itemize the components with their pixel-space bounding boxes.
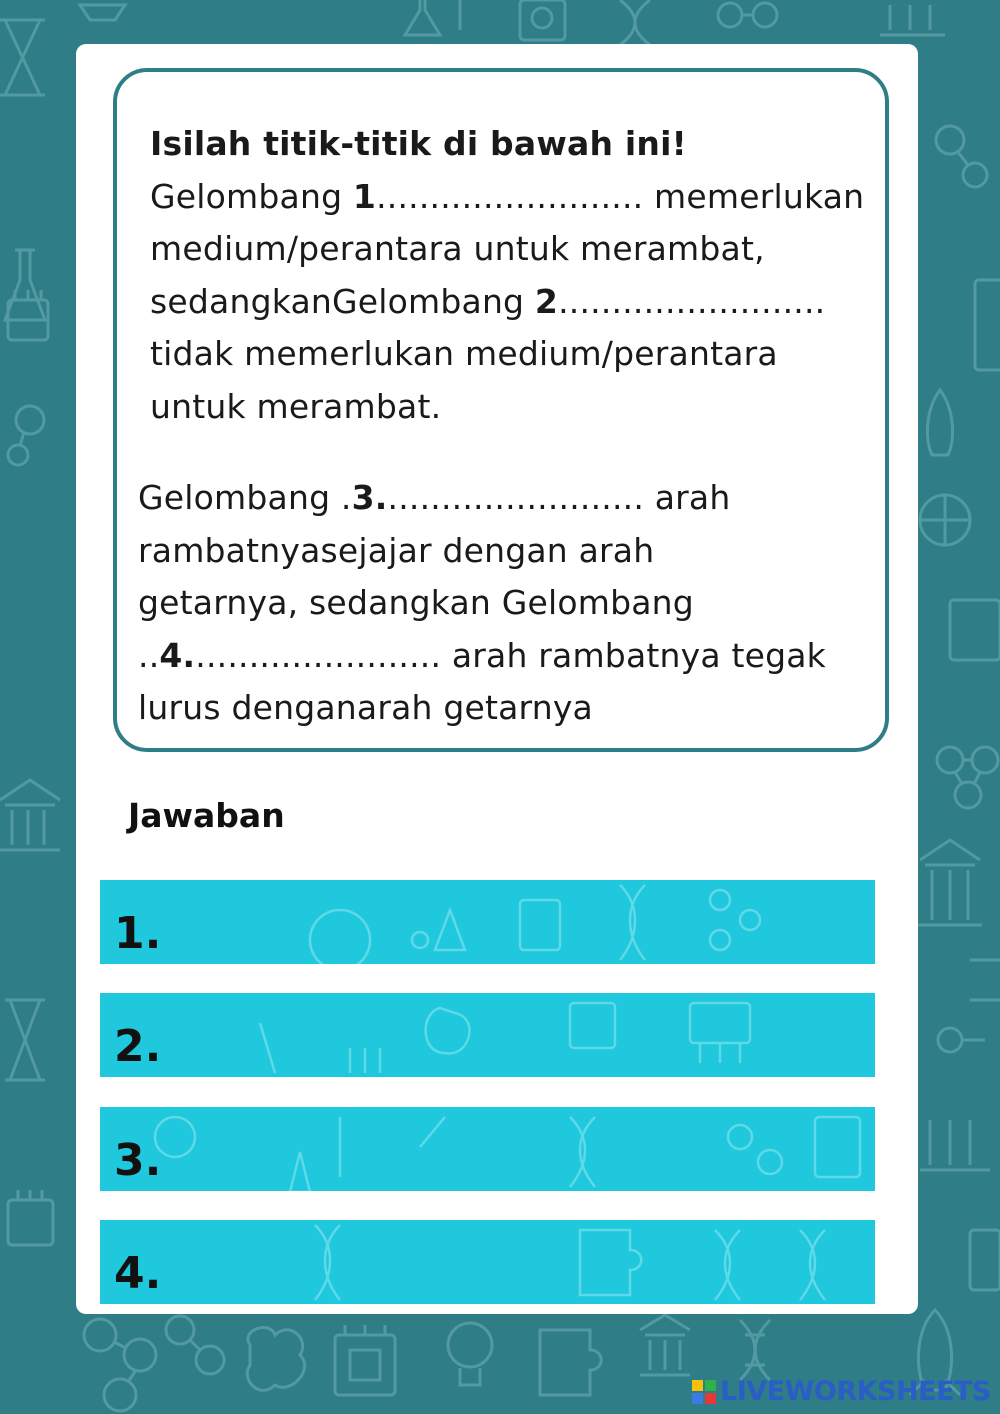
instruction-title: Isilah titik-titik di bawah ini! <box>150 124 687 163</box>
bulb-icon <box>448 1323 492 1385</box>
blank-3-number: 3. <box>351 478 388 517</box>
answer-heading: Jawaban <box>128 796 285 835</box>
flask-icon <box>405 0 460 35</box>
building-icon <box>0 780 60 850</box>
molecule-icon <box>938 1028 985 1052</box>
building-icon <box>920 1120 990 1170</box>
paragraph2-line4: ..4........................ arah rambatnya tegak <box>138 635 826 675</box>
molecule-icon <box>84 1319 156 1411</box>
answer-number: 1. <box>114 908 162 959</box>
bowl-icon <box>80 5 125 20</box>
paragraph2-line3: getarnya, sedangkan Gelombang <box>138 583 694 622</box>
worksheet-card <box>76 44 918 1314</box>
answer-input-1[interactable] <box>180 888 865 956</box>
building-icon <box>640 1315 690 1375</box>
chip-icon <box>970 1230 1000 1290</box>
paragraph1-line4: tidak memerlukan medium/perantara <box>150 334 778 373</box>
puzzle-icon <box>540 1330 601 1395</box>
answer-row-3 <box>100 1107 875 1191</box>
microscope-icon <box>520 0 565 40</box>
question-paragraph-1 <box>150 118 864 433</box>
molecule-icon <box>8 406 44 465</box>
building-icon <box>880 5 945 35</box>
question-box <box>113 68 889 752</box>
paragraph1-line5: untuk merambat. <box>150 386 442 426</box>
blank-2-number: 2 <box>534 281 559 321</box>
chip-icon <box>335 1325 395 1395</box>
answer-row-4 <box>100 1220 875 1304</box>
brand-name: LIVEWORKSHEETS <box>720 1376 991 1407</box>
brain-icon <box>247 1328 304 1391</box>
dna-icon <box>620 0 650 45</box>
answer-number: 2. <box>114 1021 162 1072</box>
paragraph2-line1: Gelombang .3......................... arah <box>138 478 731 517</box>
liveworksheets-logo[interactable] <box>692 1376 991 1407</box>
molecule-icon <box>718 3 777 27</box>
liveworksheets-logo-icon <box>692 1380 716 1404</box>
molecule-icon <box>937 747 998 808</box>
paragraph1-line2: medium/perantara untuk merambat, <box>150 229 765 268</box>
hourglass-icon <box>970 960 1000 1000</box>
answer-input-3[interactable] <box>180 1115 865 1183</box>
blank-4-number: 4. <box>159 635 196 675</box>
chip-icon <box>8 1190 53 1245</box>
answer-input-4[interactable] <box>180 1228 865 1296</box>
building-icon <box>918 840 982 925</box>
answer-row-2 <box>100 993 875 1077</box>
paragraph1-line3: sedangkanGelombang 2......................... <box>150 281 826 321</box>
puzzle-icon <box>920 495 970 545</box>
paragraph1-line1: Gelombang 1......................... memerlukan <box>150 176 865 216</box>
rocket-icon <box>927 390 952 455</box>
dna-icon <box>740 1320 770 1380</box>
paragraph2-line5: lurus denganarah getarnya <box>138 688 593 727</box>
answer-number: 4. <box>114 1248 162 1299</box>
blank-1-number: 1 <box>352 176 377 216</box>
molecule-icon <box>166 1316 224 1374</box>
hourglass-icon <box>5 1000 45 1080</box>
flask-icon <box>5 250 45 320</box>
hourglass-icon <box>0 20 45 95</box>
answer-number: 3. <box>114 1135 162 1186</box>
answer-input-2[interactable] <box>180 1001 865 1069</box>
molecule-icon <box>936 126 987 187</box>
chip-icon <box>975 280 1000 370</box>
question-paragraph-2 <box>138 472 826 735</box>
chip-icon <box>950 600 1000 660</box>
answer-row-1 <box>100 880 875 964</box>
paragraph2-line2: rambatnyasejajar dengan arah <box>138 530 655 570</box>
